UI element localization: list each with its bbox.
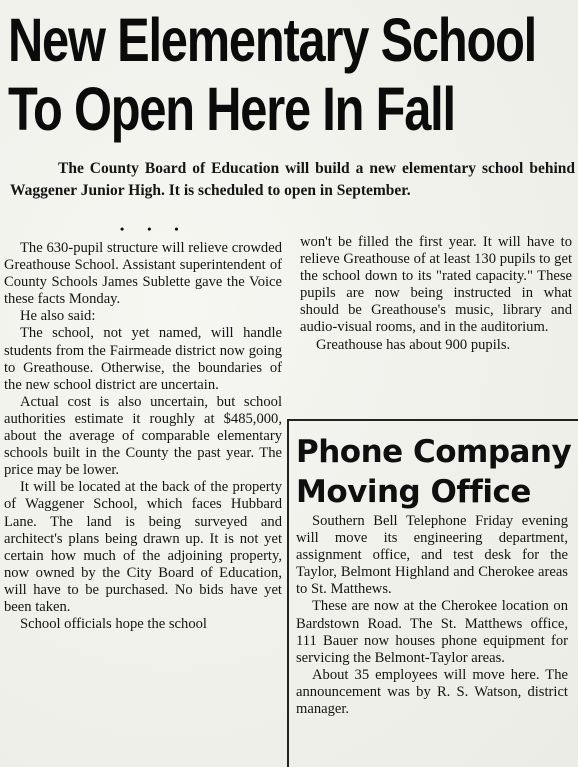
paragraph: About 35 employees will move here. The announcement was by R. S. Watson, district manager. [296, 666, 568, 718]
paragraph: Greathouse has about 900 pupils. [316, 336, 511, 353]
sidebar-headline [296, 432, 578, 512]
lead-paragraph: The County Board of Education will build a new elementary school behind Waggener Junior High. It is scheduled to open in September. [10, 160, 575, 199]
sidebar-headline-line-1: Phone Company [296, 434, 572, 470]
section-separator: • • • [120, 222, 189, 236]
headline-line-1: New Elementary School [8, 6, 537, 74]
paragraph: The school, not yet named, will handle students from the Fairmeade district now going to Greathouse. Otherwise, the boundaries of the new school district are uncertain. [4, 325, 282, 393]
headline [8, 6, 537, 144]
paragraph: It will be located at the back of the property of Waggener School, which faces Hubbard Lane. The land is being surveyed and architect's plans being drawn up. It is not yet certain how much of the adjoining property, now owned by the City Board of Education, will have to be purchased. No bids have yet been taken. [4, 479, 282, 615]
paragraph: won't be filled the first year. It will have to relieve Greathouse of at least 130 pupils to get the school down to its "rated capacity." These pupils are now being instructed in what should be Greathouse's music, library and audio-visual rooms, and in the auditorium. [300, 234, 572, 336]
article-right-column [300, 234, 572, 354]
paragraph: School officials hope the school [20, 616, 207, 633]
sidebar-story-body [296, 513, 568, 718]
sidebar-headline-line-2: Moving Office [296, 474, 531, 510]
paragraph: These are now at the Cherokee location on Bardstown Road. The St. Matthews office, 111 Bauer now houses phone equipment for servicing the Belmont-Taylor areas. [296, 598, 568, 666]
article-left-column [4, 240, 282, 633]
paragraph: Southern Bell Telephone Friday evening will move its engineering department, assignment office, and test desk for the Taylor, Belmont Highland and Cherokee areas to St. Matthews. [296, 513, 568, 598]
paragraph: The 630-pupil structure will relieve crowded Greathouse School. Assistant superintendent of County Schools James Sublette gave the Voice these facts Monday. [4, 240, 282, 308]
paragraph: Actual cost is also uncertain, but school authorities estimate it roughly at $485,000, about the average of comparable elementary schools built in the County the past year. The price may be lower. [4, 393, 282, 479]
paragraph: He also said: [20, 308, 96, 325]
headline-line-2: To Open Here In Fall [8, 75, 455, 143]
